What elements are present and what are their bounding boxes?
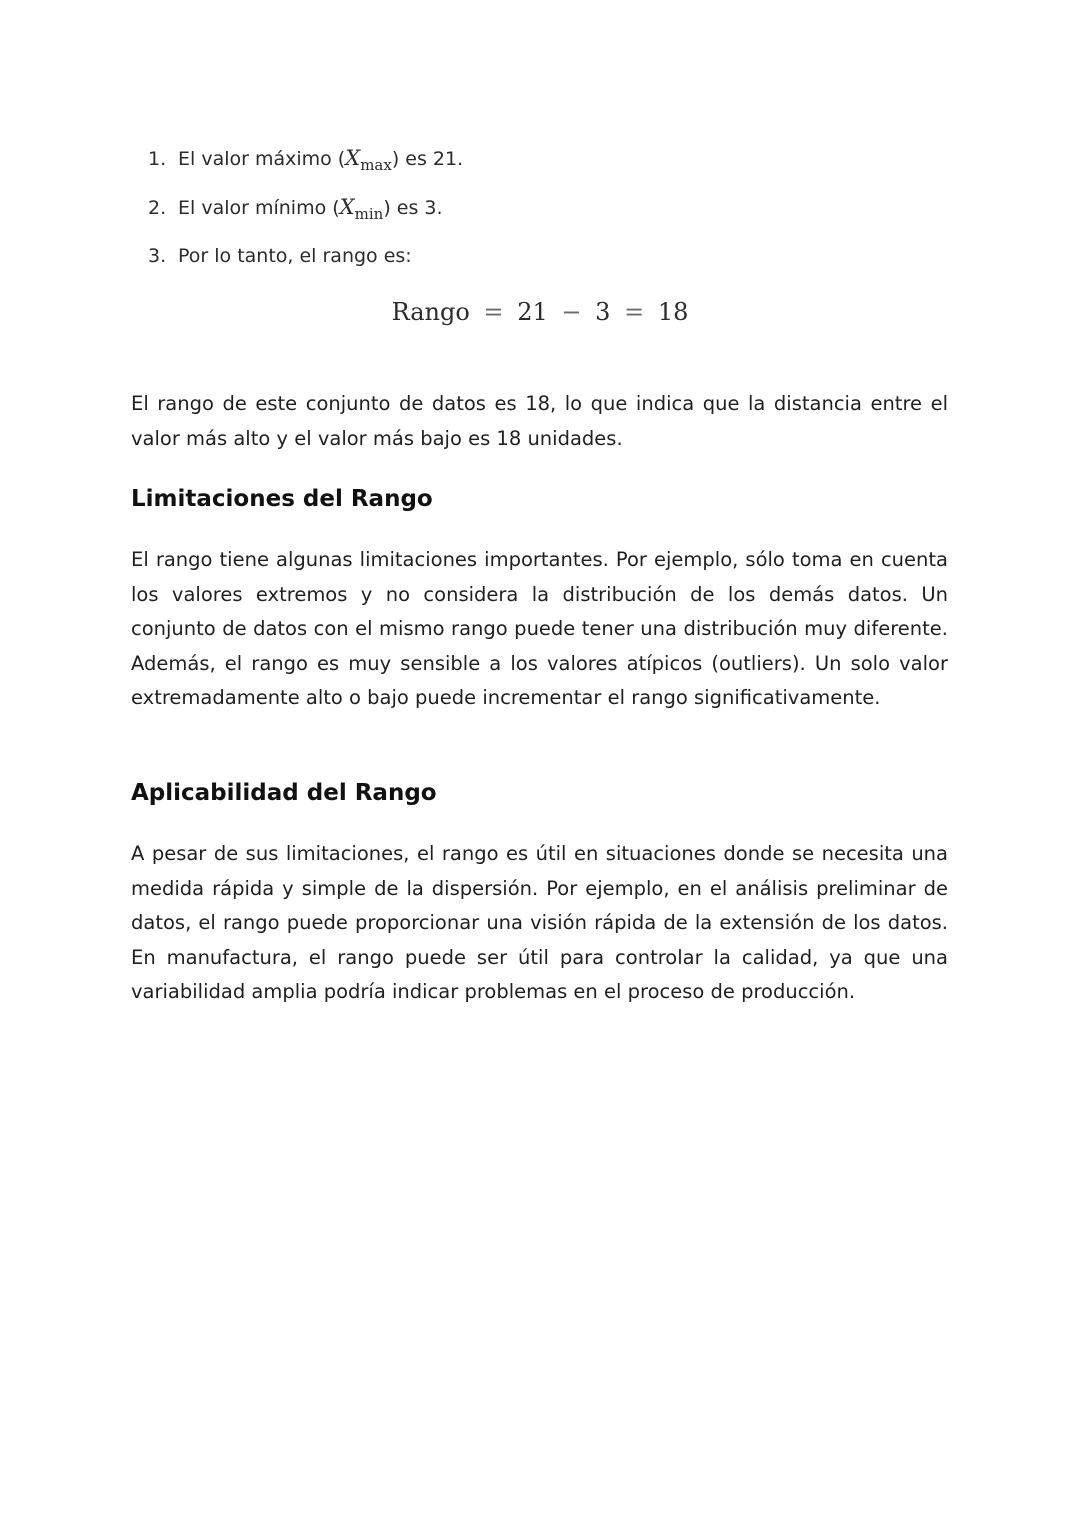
section-heading-applicability: Aplicabilidad del Rango	[131, 780, 437, 806]
formula-min: 3	[595, 298, 611, 326]
formula-equals-2: =	[624, 298, 645, 326]
list-text-suffix: ) es 21.	[391, 148, 464, 170]
list-text-suffix: ) es 3.	[383, 197, 443, 219]
section-heading-limitations: Limitaciones del Rango	[131, 486, 433, 512]
formula-word: Rango	[391, 298, 470, 326]
list-item	[148, 189, 848, 238]
range-conclusion-paragraph: El rango de este conjunto de datos es 18, lo que indica que la distancia entre el valor más alto y el valor más bajo es 18 unidades.	[131, 392, 948, 450]
list-number: 2.	[148, 197, 167, 219]
list-number: 3.	[148, 245, 167, 267]
math-variable: $X_{min}$	[339, 195, 384, 223]
formula-minus: −	[561, 298, 582, 326]
list-number: 1.	[148, 148, 167, 170]
range-formula	[0, 298, 1080, 326]
formula-equals: =	[483, 298, 504, 326]
steps-list	[148, 140, 848, 287]
formula-max: 21	[517, 298, 548, 326]
list-text: El valor máximo (	[178, 148, 346, 170]
list-text: El valor mínimo (	[178, 197, 340, 219]
applicability-paragraph: A pesar de sus limitaciones, el rango es útil en situaciones donde se necesita una medida rápida y simple de la dispersión. Por ejemplo, en el análisis preliminar de datos, el rango puede proporcionar una visión rápida de la extensión de los datos. En manufactura, el rango puede ser útil para controlar la calidad, ya que una variabilidad amplia podría indicar problemas en el proceso de producción.	[131, 842, 948, 1003]
formula-result: 18	[657, 298, 689, 326]
math-variable: $X_{max}$	[345, 146, 392, 174]
list-item	[148, 140, 848, 189]
limitations-paragraph: El rango tiene algunas limitaciones importantes. Por ejemplo, sólo toma en cuenta los valores extremos y no considera la distribución de los demás datos. Un conjunto de datos con el mismo rango puede tener una distribución muy diferente. Además, el rango es muy sensible a los valores atípicos (outliers). Un solo valor extremadamente alto o bajo puede incrementar el rango significativamente.	[131, 548, 948, 709]
list-item	[148, 238, 848, 287]
list-text: Por lo tanto, el rango es:	[178, 245, 412, 267]
